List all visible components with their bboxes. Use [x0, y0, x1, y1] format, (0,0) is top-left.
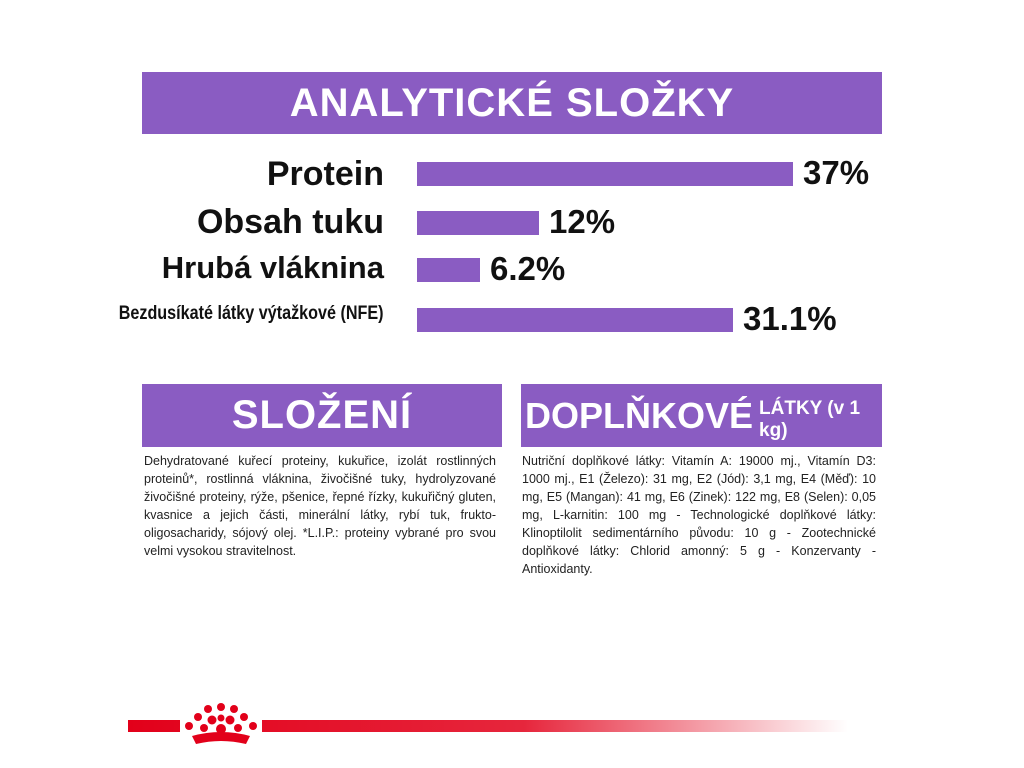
supplements-heading-small: LÁTKY (v 1 kg) [759, 397, 861, 441]
composition-banner [142, 384, 502, 447]
bar [417, 162, 793, 186]
category-label: Protein [266, 155, 384, 193]
supplements-banner [521, 384, 882, 447]
bar [417, 211, 539, 235]
bar [417, 308, 733, 332]
value-label: 31.1% [743, 300, 837, 337]
category-label: Obsah tuku [196, 203, 384, 241]
royal-canin-crown-icon [180, 702, 262, 746]
supplements-text: Nutriční doplňkové látky: Vitamín A: 19000 mj., Vitamín D3: 1000 mj., E1 (Železo): 31 mg, E2 (Jód): 3,1 mg, E4 (Měď): 10 mg, E5 (Mangan): 41 mg, E6 (Zinek): 122 mg, E8 (Selen): 0,05 mg, L-karnitin: 100 mg - Technologické doplňkové látky: Klinoptilolit sedimentárního původu: 10 g - Zootechnické doplňkové látky: Chlorid amonný: 5 g - Konzervanty - Antioxidanty. [522, 454, 876, 576]
category-label: Bezdusíkaté látky výtažkové (NFE) [119, 303, 384, 324]
value-label: 12% [549, 203, 616, 240]
category-label: Hrubá vláknina [161, 250, 384, 285]
analytic-components-banner [142, 72, 882, 134]
bar [417, 258, 480, 282]
chart-title: ANALYTICKÉ SLOŽKY [289, 80, 735, 125]
supplements-heading-main: DOPLŇKOVÉ [525, 394, 754, 436]
composition-heading: SLOŽENÍ [231, 393, 413, 437]
value-label: 37% [803, 154, 870, 191]
composition-text: Dehydratované kuřecí proteiny, kukuřice, izolát rostlinných proteinů*, rostlinná vláknina, živočišné tuky, hydrolyzované živočišné proteiny, rýže, pšenice, řepné řízky, kukuřičný gluten, kvasnice a jejich části, minerální látky, rybí tuk, frukto-oligosacharidy, sójový olej. *L.I.P.: proteiny vybrané pro svou velmi vysokou stravitelnost. [144, 454, 496, 558]
value-label: 6.2% [490, 250, 566, 287]
